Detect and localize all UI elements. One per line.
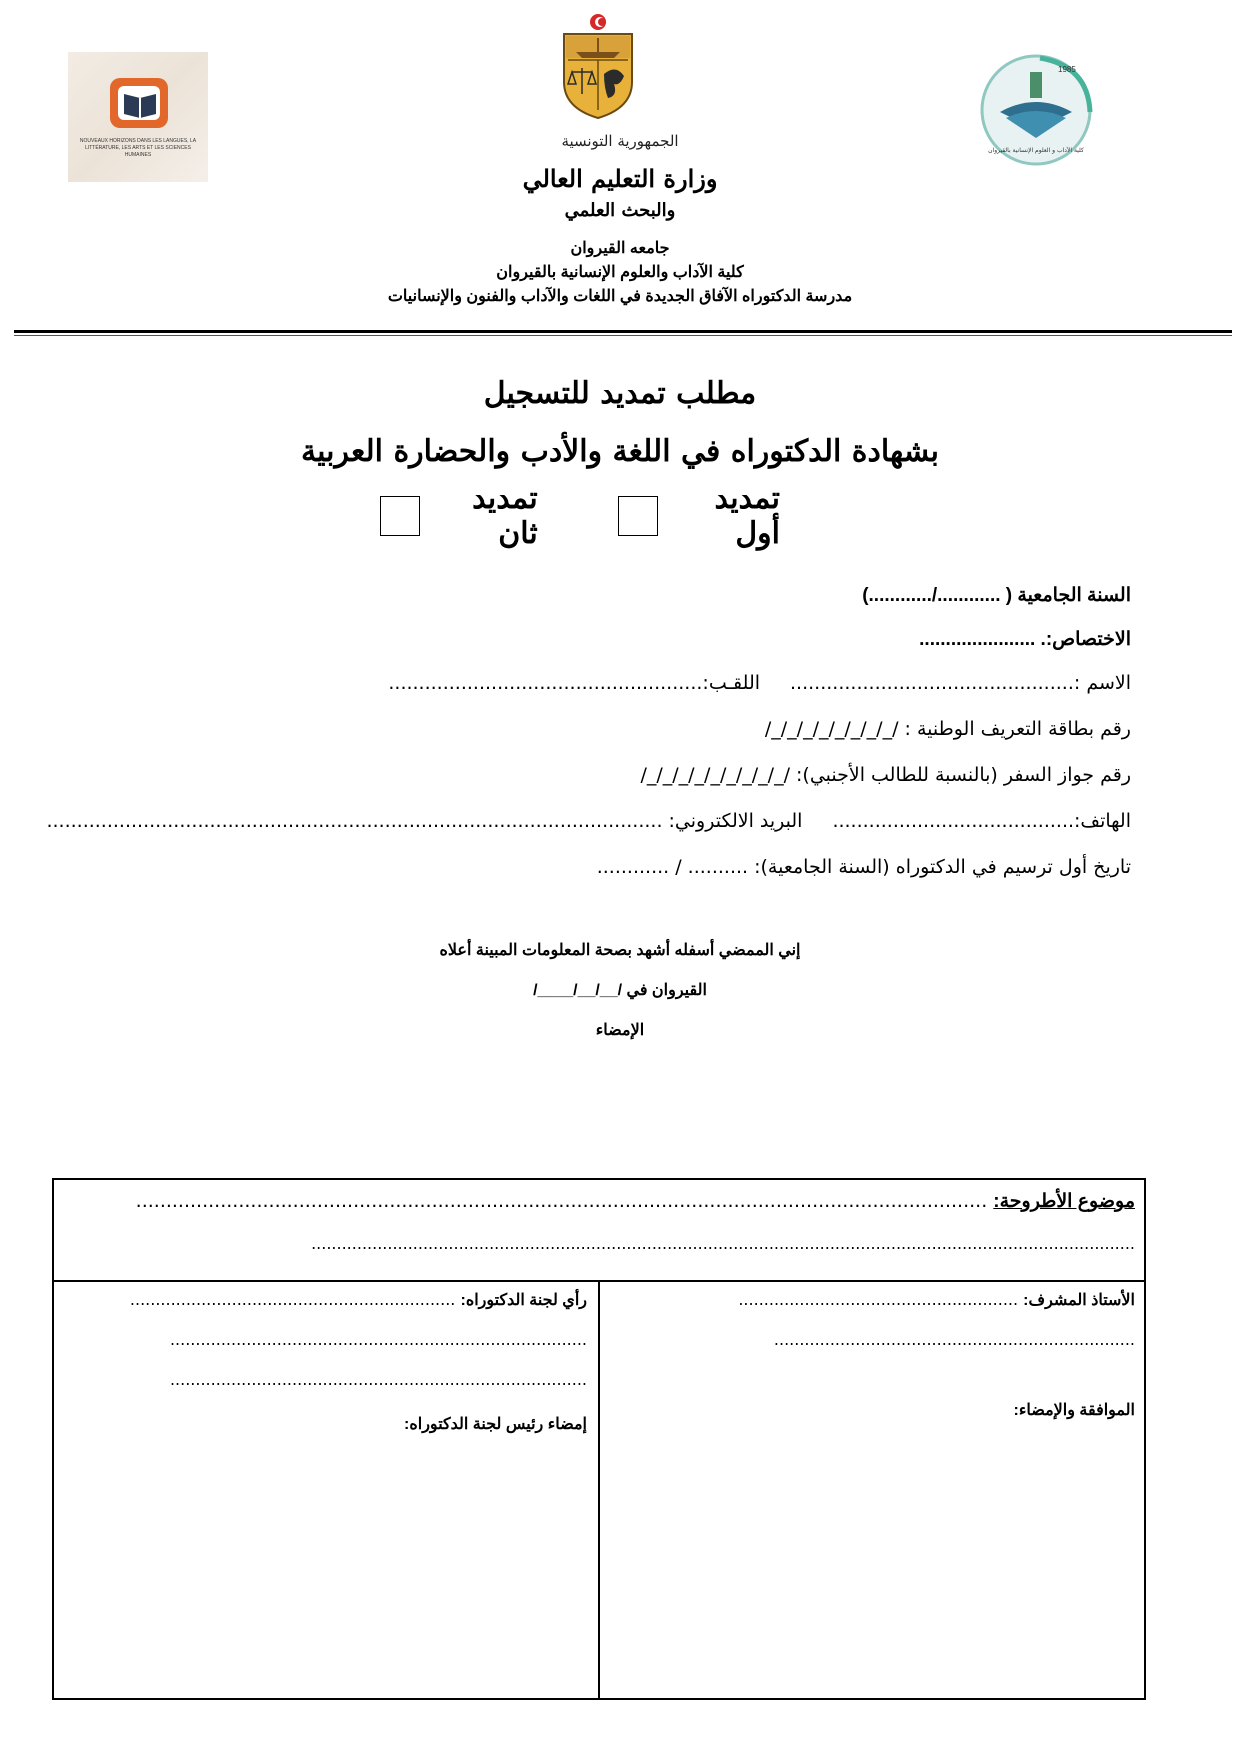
doctoral-school-name: مدرسة الدكتوراه الآفاق الجديدة في اللغات والآداب والفنون والإنسانيات — [387, 288, 853, 305]
form-title: مطلب تمديد للتسجيل — [483, 376, 757, 411]
university-name: جامعه القيروان — [570, 240, 670, 257]
extension-type-row — [380, 481, 780, 551]
thesis-subject-label: موضوع الأطروحة: — [993, 1191, 1135, 1212]
left-logo-caption: NOUVEAUX HORIZONS DANS LES LANGUES, LA LITTÉRATURE, LES ARTS ET LES SCIENCES HUMAINES — [79, 138, 197, 158]
header-divider — [14, 330, 1232, 333]
ministry-title-line1: وزارة التعليم العالي — [522, 164, 718, 193]
approval-label: الموافقة والإمضاء: — [1013, 1402, 1135, 1419]
thesis-subject-dots-line2[interactable]: .................................................................................................................................................................. — [311, 1234, 1135, 1253]
academic-year-field[interactable]: السنة الجامعية ( ............/............) — [862, 585, 1131, 606]
ministry-title-line2: والبحث العلمي — [564, 200, 676, 221]
committee-opinion-row[interactable] — [66, 1290, 587, 1310]
doctoral-school-logo — [68, 52, 208, 182]
specialty-field[interactable]: الاختصاص:. ...................... — [919, 629, 1131, 650]
second-extension-checkbox[interactable] — [380, 496, 420, 536]
approval-signature-row[interactable] — [610, 1400, 1135, 1420]
right-logo-year: 1985 — [1058, 65, 1076, 74]
thesis-subject-row[interactable] — [68, 1190, 1135, 1213]
book-logo-icon — [104, 72, 176, 134]
republic-title: الجمهورية التونسية — [561, 132, 679, 150]
committee-opinion-label: رأي لجنة الدكتوراه: — [460, 1292, 587, 1309]
phone-field[interactable]: الهاتف:........................................ — [832, 810, 1131, 832]
national-id-field[interactable]: رقم بطاقة التعريف الوطنية : /_/_/_/_/_/_/_/_/ — [764, 718, 1131, 740]
thesis-subject-dots[interactable]: ............................................................................................................................................. — [135, 1190, 994, 1212]
first-enrollment-field[interactable]: تاريخ أول ترسيم في الدكتوراه (السنة الجامعية): .......... / ............ — [596, 856, 1131, 878]
committee-chair-signature-row[interactable] — [66, 1414, 587, 1434]
committee-dots[interactable]: ................................................................ — [129, 1290, 461, 1309]
second-extension-label: تمديد ثان — [472, 481, 538, 551]
email-field[interactable]: البريد الالكتروني: ...................................................................................................... — [46, 810, 803, 832]
declaration-signature-label: الإمضاء — [595, 1022, 645, 1039]
right-logo-caption: كلية الآداب و العلوم الإنسانية بالقيروان — [988, 147, 1084, 154]
faculty-logo-icon — [978, 52, 1098, 172]
surname-field[interactable]: اللقـب:.................................................... — [388, 672, 761, 694]
faculty-name: كلية الآداب والعلوم الإنسانية بالقيروان — [496, 264, 744, 281]
passport-field[interactable]: رقم جواز السفر (بالنسبة للطالب الأجنبي): /_/_/_/_/_/_/_/_/_/ — [640, 764, 1131, 786]
tunisia-coat-of-arms-icon — [556, 12, 640, 122]
contact-row — [46, 810, 1131, 832]
header-divider-thin — [14, 335, 1232, 336]
committee-dots-line3[interactable]: .................................................................................. — [169, 1370, 587, 1389]
first-extension-label: تمديد أول — [714, 481, 780, 551]
committee-chair-label: إمضاء رئيس لجنة الدكتوراه: — [404, 1416, 587, 1433]
supervisor-label: الأستاذ المشرف: — [1023, 1292, 1135, 1309]
table-divider-vertical — [598, 1280, 600, 1700]
name-field[interactable]: الاسم :............................................... — [790, 672, 1131, 694]
supervisor-row[interactable] — [610, 1290, 1135, 1310]
supervisor-dots[interactable]: ....................................................... — [738, 1290, 1024, 1309]
first-extension-checkbox[interactable] — [618, 496, 658, 536]
supervisor-dots-line2[interactable]: ....................................................................... — [773, 1330, 1135, 1349]
form-subtitle: بشهادة الدكتوراه في اللغة والأدب والحضارة العربية — [301, 434, 939, 469]
declaration-place-date[interactable]: القيروان في /__/__/____/ — [533, 982, 707, 999]
committee-dots-line2[interactable]: .................................................................................. — [169, 1330, 587, 1349]
name-row — [60, 672, 1131, 694]
declaration-statement: إني الممضي أسفله أشهد بصحة المعلومات المبينة أعلاه — [439, 942, 801, 959]
